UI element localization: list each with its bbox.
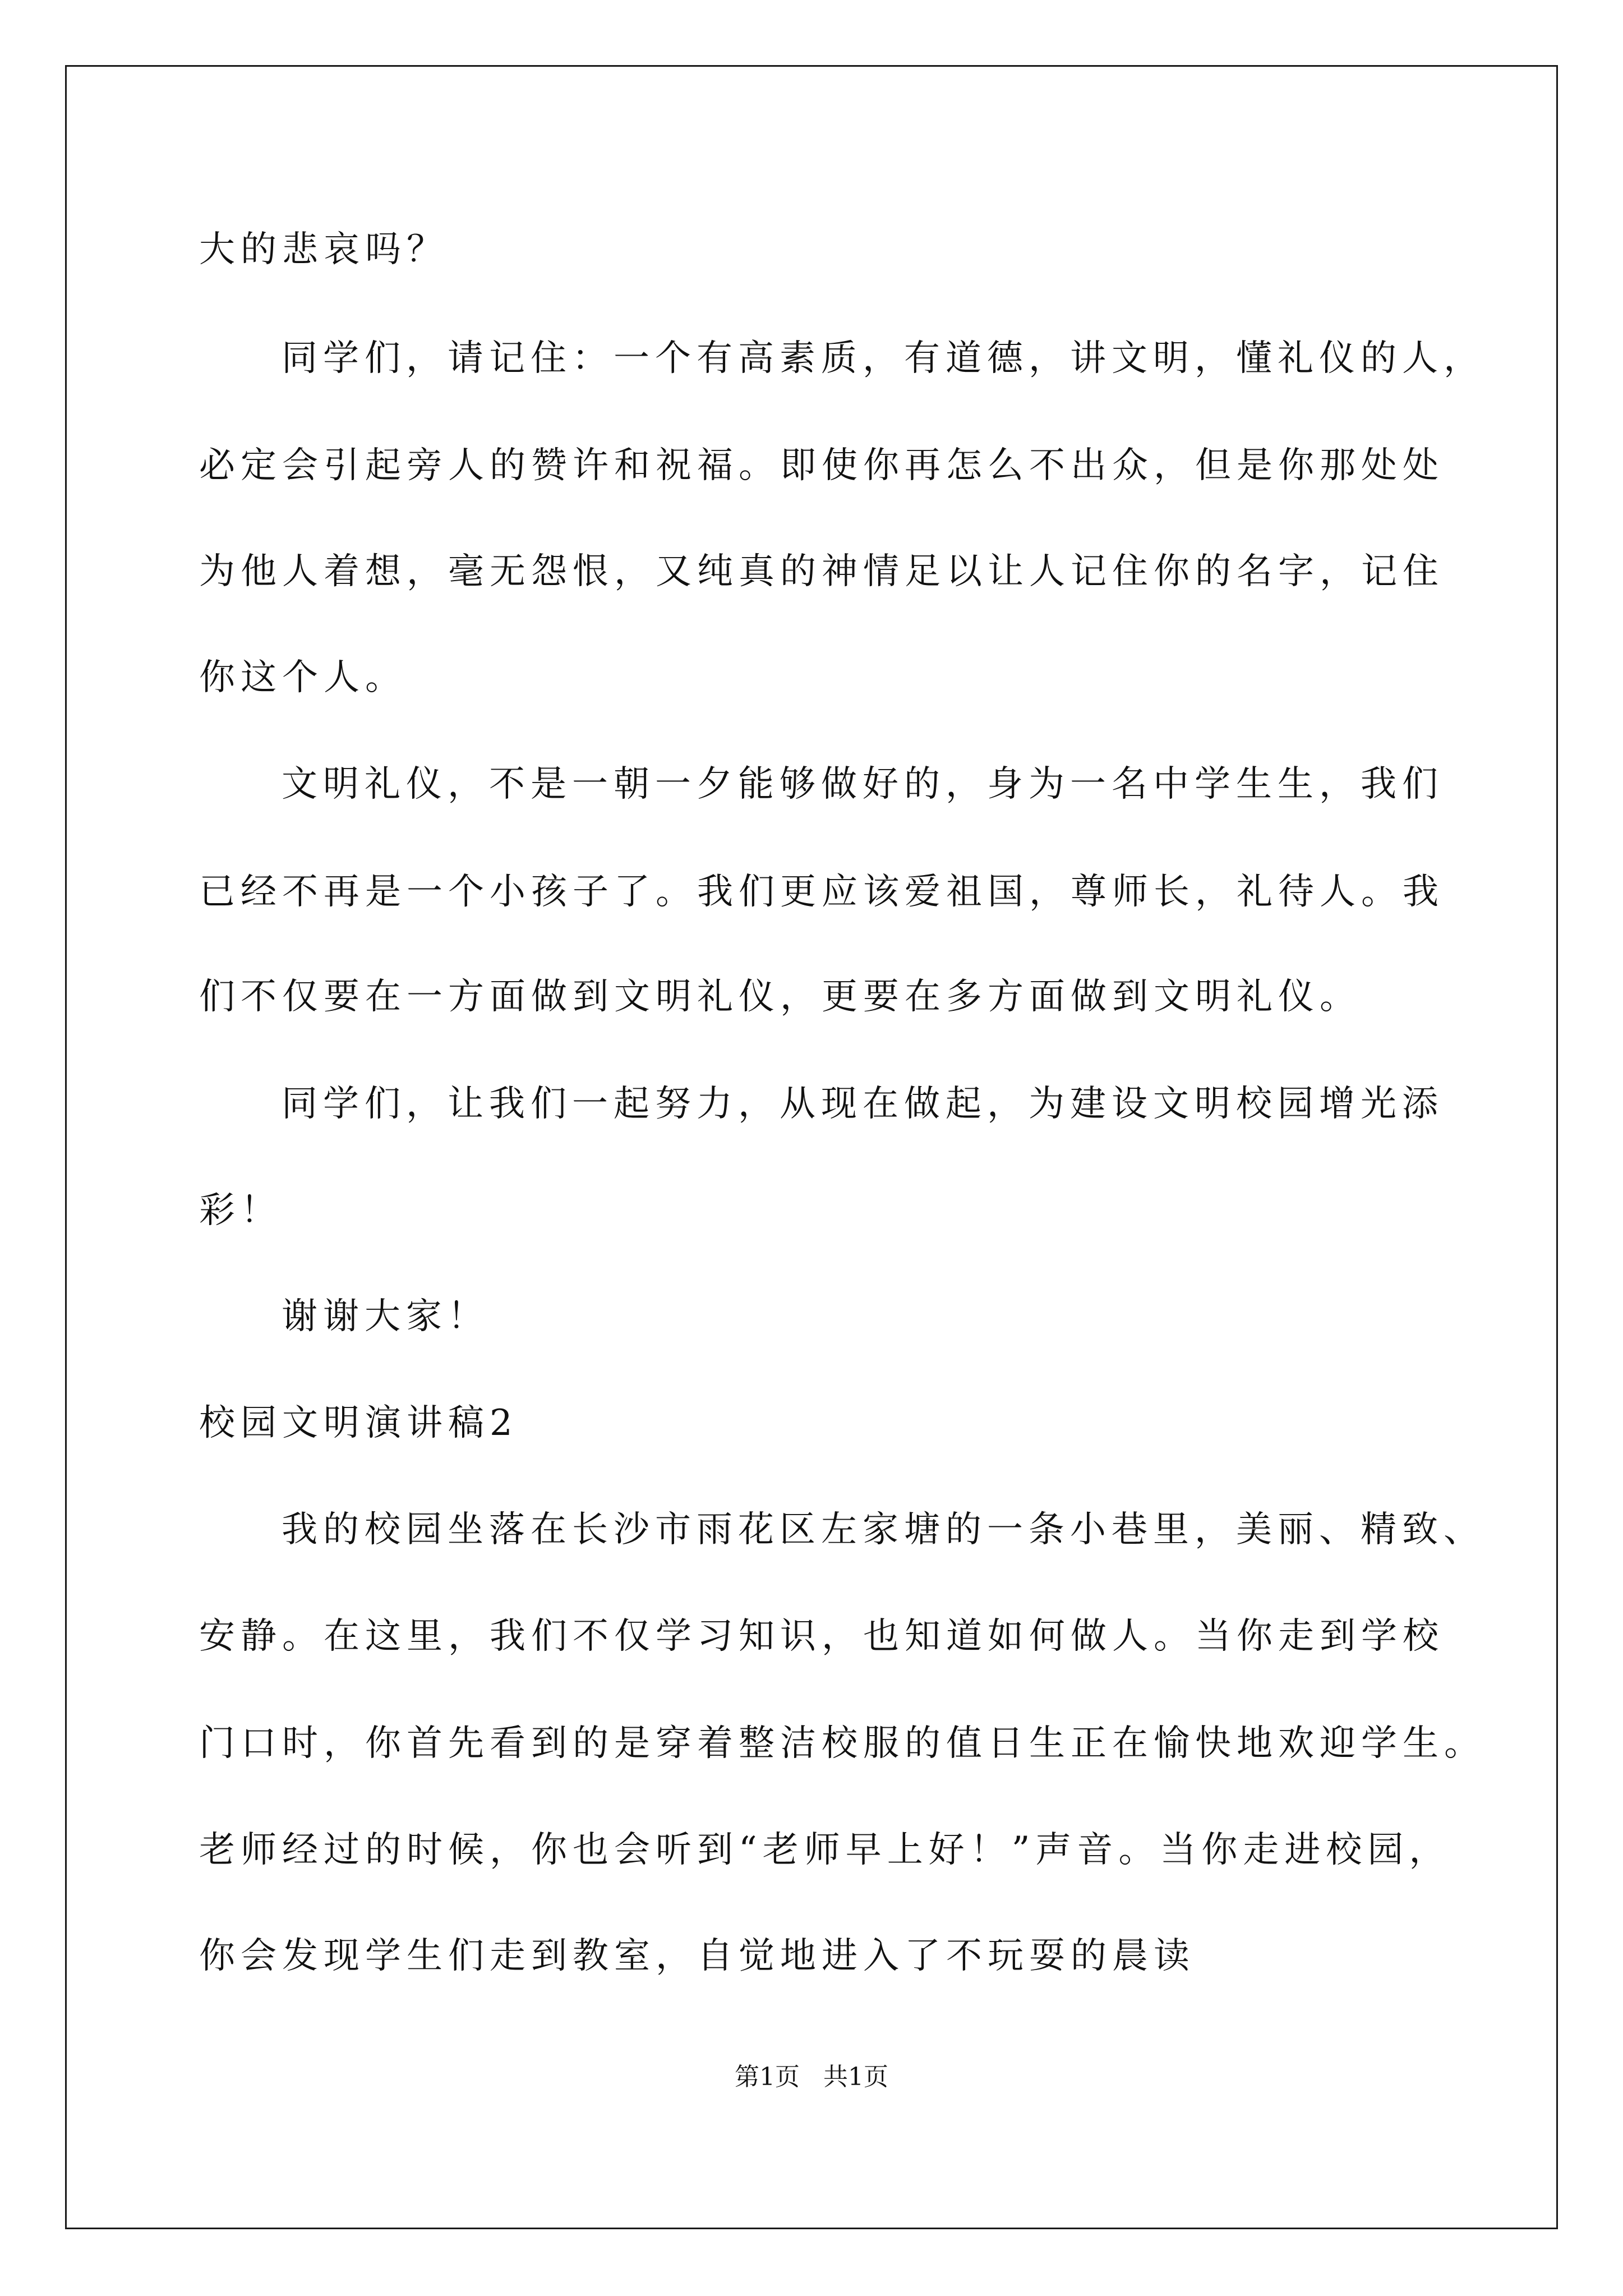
text-line: 必定会引起旁人的赞许和祝福。即使你再怎么不出众，但是你那处处 xyxy=(199,445,1444,486)
page-border xyxy=(65,65,1558,2229)
text-line: 已经不再是一个小孩子了。我们更应该爱祖国，尊师长，礼待人。我 xyxy=(199,871,1444,913)
closing-line: 谢谢大家！ xyxy=(282,1296,489,1337)
paragraph-start-line: 我的校园坐落在长沙市雨花区左家塘的一条小巷里，美丽、精致、 xyxy=(282,1509,1485,1550)
text-line: 们不仅要在一方面做到文明礼仪，更要在多方面做到文明礼仪。 xyxy=(199,976,1361,1018)
text-line: 大的悲哀吗？ xyxy=(199,229,448,270)
text-line: 彩！ xyxy=(199,1190,282,1231)
page-number-footer: 第1页 共1页 xyxy=(735,2063,888,2091)
paragraph-start-line: 同学们，让我们一起努力，从现在做起，为建设文明校园增光添 xyxy=(282,1083,1444,1125)
paragraph-start-line: 同学们，请记住：一个有高素质，有道德，讲文明，懂礼仪的人， xyxy=(282,338,1485,379)
text-line: 为他人着想，毫无怨恨，又纯真的神情足以让人记住你的名字，记住 xyxy=(199,551,1444,592)
paragraph-start-line: 文明礼仪，不是一朝一夕能够做好的，身为一名中学生生，我们 xyxy=(282,763,1444,805)
text-line: 安静。在这里，我们不仅学习知识，也知道如何做人。当你走到学校 xyxy=(199,1616,1444,1657)
text-line: 你会发现学生们走到教室，自觉地进入了不玩耍的晨读 xyxy=(199,1935,1195,1977)
text-line: 老师经过的时候，你也会听到“老师早上好！”声音。当你走进校园， xyxy=(199,1829,1451,1871)
text-line: 你这个人。 xyxy=(199,657,407,698)
section-heading: 校园文明演讲稿2 xyxy=(199,1402,518,1444)
text-line: 门口时，你首先看到的是穿着整洁校服的值日生正在愉快地欢迎学生。 xyxy=(199,1723,1486,1764)
